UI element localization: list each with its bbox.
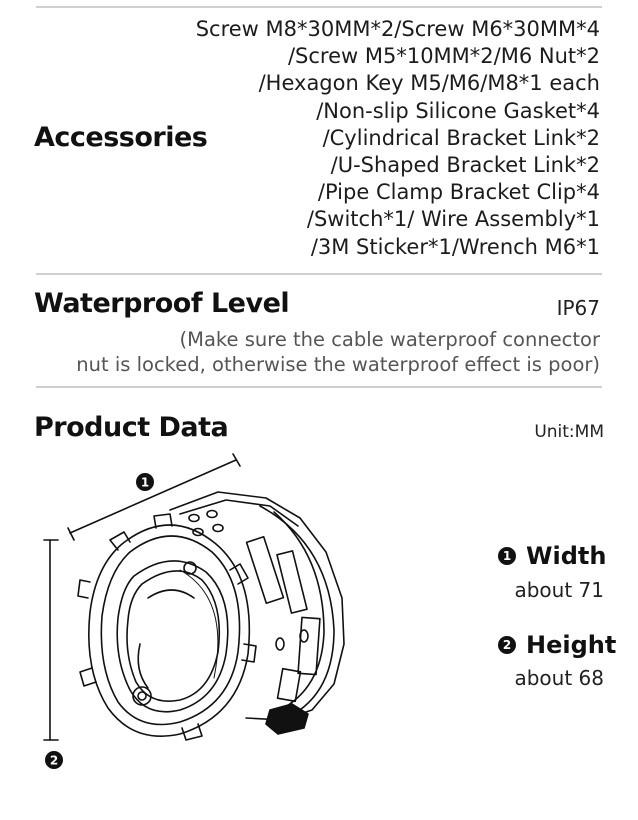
number-marker-2: 2: [498, 636, 516, 654]
accessory-line: /U-Shaped Bracket Link*2: [330, 153, 600, 178]
height-title: Height: [526, 631, 617, 659]
product-line-drawing: [30, 448, 360, 778]
accessory-line: /Switch*1/ Wire Assembly*1: [306, 207, 600, 232]
section-divider: [36, 273, 602, 275]
width-value: about 71: [514, 578, 604, 602]
waterproof-note-line: nut is locked, otherwise the waterproof effect is poor): [76, 353, 600, 376]
accessory-line: /Cylindrical Bracket Link*2: [322, 125, 600, 150]
number-marker-1-text: 1: [140, 475, 150, 490]
waterproof-title: Waterproof Level: [34, 288, 290, 319]
accessory-line: /Non-slip Silicone Gasket*4: [316, 98, 600, 123]
height-label: [498, 631, 616, 659]
width-label: [498, 542, 606, 570]
unit-label: Unit:MM: [534, 422, 604, 442]
accessories-list: [196, 16, 600, 261]
width-title: Width: [526, 542, 607, 570]
accessory-line: /Screw M5*10MM*2/M6 Nut*2: [287, 44, 600, 69]
accessory-line: /3M Sticker*1/Wrench M6*1: [310, 234, 600, 259]
product-data-title: Product Data: [34, 412, 229, 443]
height-value: about 68: [514, 666, 604, 690]
waterproof-note-line: (Make sure the cable waterproof connector: [179, 328, 600, 351]
waterproof-value: IP67: [556, 296, 600, 320]
number-marker-1: 1: [498, 547, 516, 565]
section-divider: [36, 386, 602, 388]
accessory-line: /Hexagon Key M5/M6/M8*1 each: [258, 71, 600, 96]
waterproof-note: [76, 327, 600, 377]
number-marker-2-text: 2: [49, 753, 59, 768]
accessories-title: Accessories: [34, 122, 208, 153]
top-frame-edge: [36, 0, 602, 8]
accessory-line: Screw M8*30MM*2/Screw M6*30MM*4: [195, 17, 600, 41]
accessory-line: /Pipe Clamp Bracket Clip*4: [317, 180, 600, 205]
